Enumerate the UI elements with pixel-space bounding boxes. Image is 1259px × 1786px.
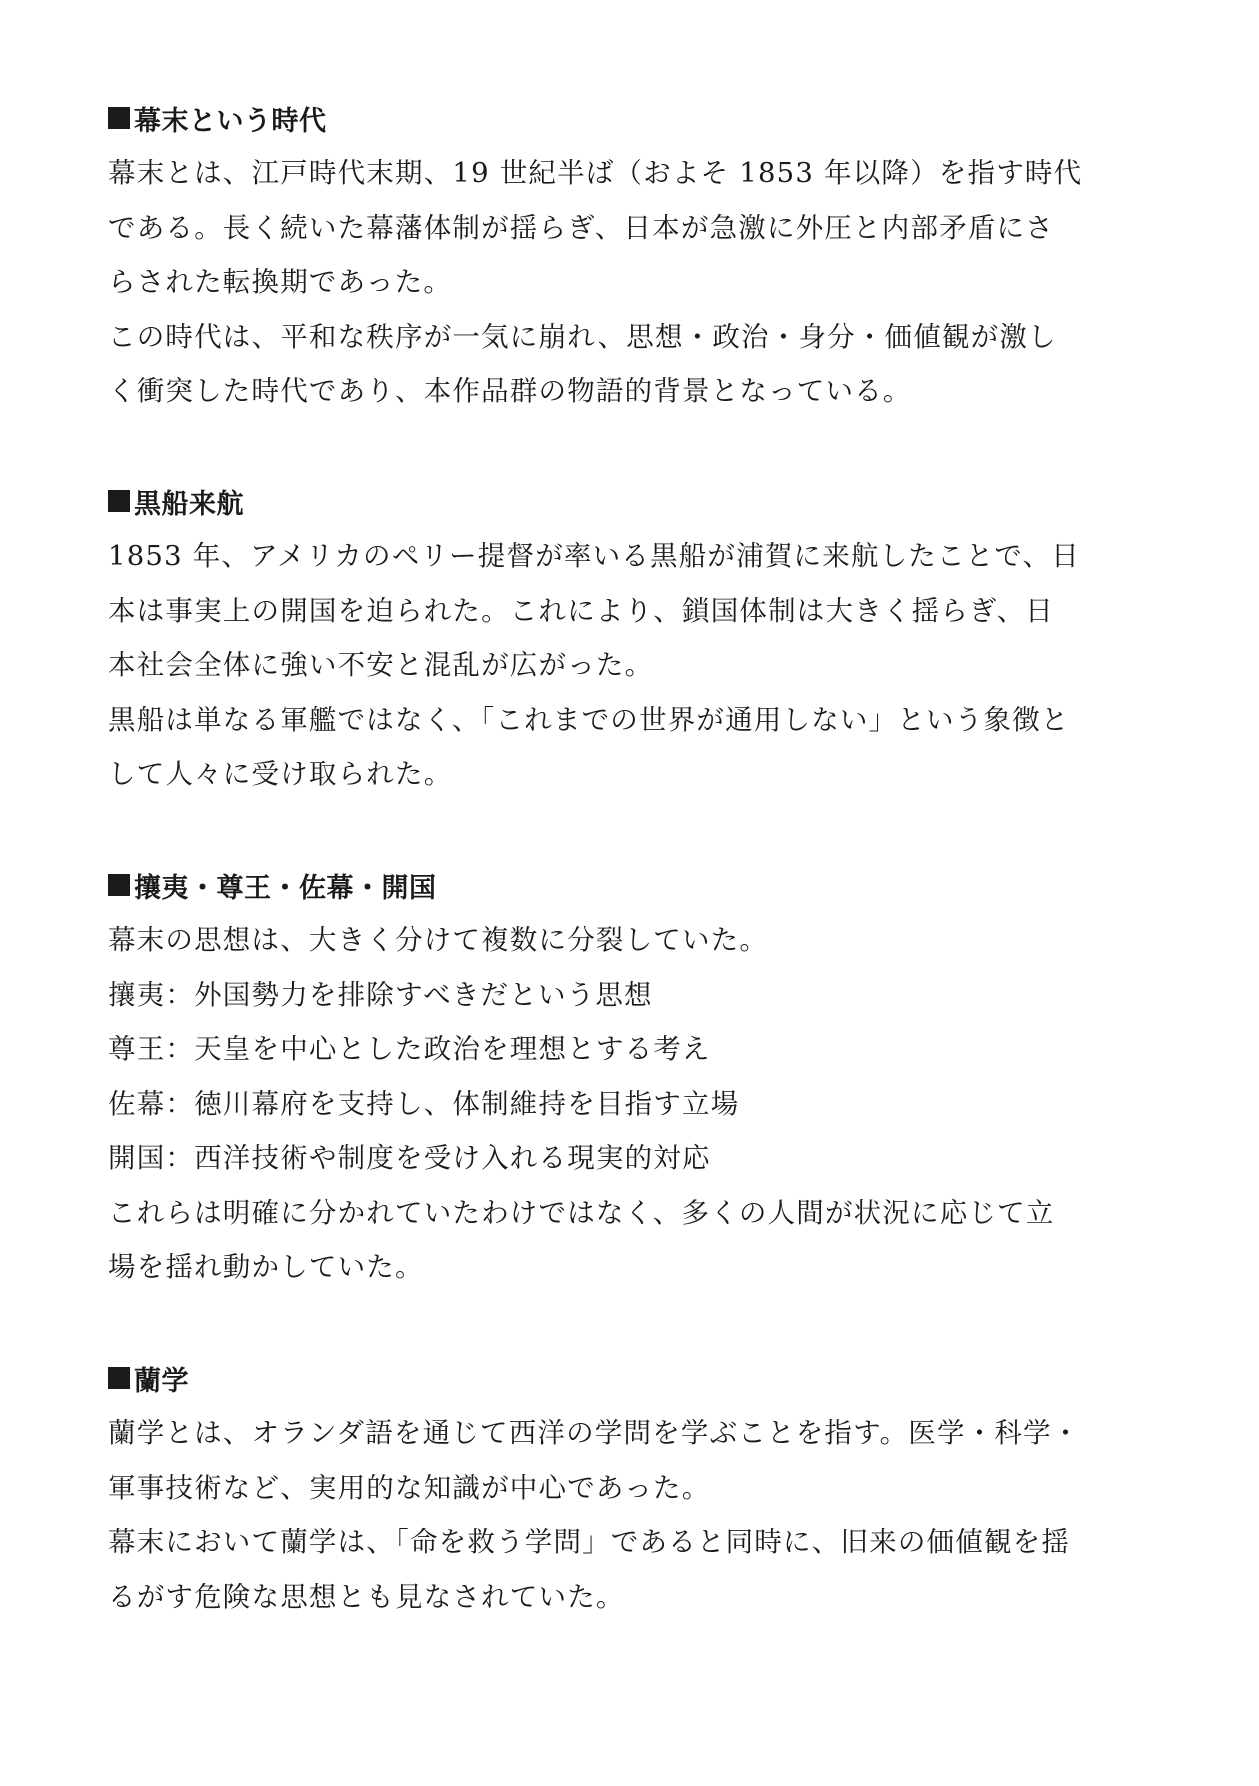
body-line: 1853 年、アメリカのペリー提督が率いる黒船が浦賀に来航したことで、日 — [108, 540, 1080, 572]
body-line: 攘夷：外国勢力を排除すべきだという思想 — [108, 978, 653, 1011]
body-line: 佐幕：徳川幕府を支持し、体制維持を目指す立場 — [108, 1087, 740, 1120]
section-heading-text: 黒船来航 — [134, 488, 244, 520]
black-square-icon — [108, 1367, 130, 1389]
black-square-icon — [108, 490, 130, 512]
section-heading-text: 蘭学 — [134, 1365, 189, 1397]
body-line: 開国：西洋技術や制度を受け入れる現実的対応 — [108, 1142, 711, 1174]
body-line: 黒船は単なる軍艦ではなく、「これまでの世界が通用しない」という象徴と — [108, 703, 1070, 736]
body-line: これらは明確に分かれていたわけではなく、多くの人間が状況に応じて立 — [108, 1196, 1055, 1229]
section-heading — [108, 1350, 1158, 1406]
body-line: 軍事技術など、実用的な知識が中心であった。 — [108, 1471, 711, 1504]
body-line: して人々に受け取られた。 — [108, 758, 453, 790]
body-line: 蘭学とは、オランダ語を通じて西洋の学問を学ぶことを指す。医学・科学・ — [108, 1417, 1081, 1449]
body-line: 本社会全体に強い不安と混乱が広がった。 — [108, 649, 654, 681]
body-line: 幕末において蘭学は、「命を救う学問」であると同時に、旧来の価値観を揺 — [108, 1526, 1071, 1558]
body-line: く衝突した時代であり、本作品群の物語的背景となっている。 — [108, 375, 912, 407]
section-political-ideologies — [108, 857, 1158, 1295]
body-line: 尊王：天皇を中心とした政治を理想とする考え — [108, 1033, 711, 1065]
body-line: 場を揺れ動かしていた。 — [108, 1251, 424, 1283]
black-square-icon — [108, 107, 130, 129]
body-line: らされた転換期であった。 — [108, 266, 453, 298]
section-heading — [108, 857, 1158, 913]
section-heading — [108, 473, 1158, 529]
section-black-ships — [108, 473, 1158, 802]
section-heading-text: 攘夷・尊王・佐幕・開国 — [134, 872, 437, 904]
section-heading-text: 幕末という時代 — [134, 105, 327, 137]
body-line: るがす危険な思想とも見なされていた。 — [108, 1580, 625, 1613]
section-bakumatsu-era — [108, 90, 1158, 419]
body-line: 本は事実上の開国を迫られた。これにより、鎖国体制は大きく揺らぎ、日 — [108, 594, 1054, 627]
section-rangaku — [108, 1350, 1158, 1624]
black-square-icon — [108, 874, 130, 896]
body-line: 幕末とは、江戸時代末期、19 世紀半ば（およそ 1853 年以降）を指す時代 — [108, 157, 1083, 189]
body-line: この時代は、平和な秩序が一気に崩れ、思想・政治・身分・価値観が激し — [108, 320, 1057, 353]
body-line: である。長く続いた幕藩体制が揺らぎ、日本が急激に外圧と内部矛盾にさ — [108, 211, 1054, 244]
body-line: 幕末の思想は、大きく分けて複数に分裂していた。 — [108, 924, 769, 956]
section-heading — [108, 90, 1158, 146]
